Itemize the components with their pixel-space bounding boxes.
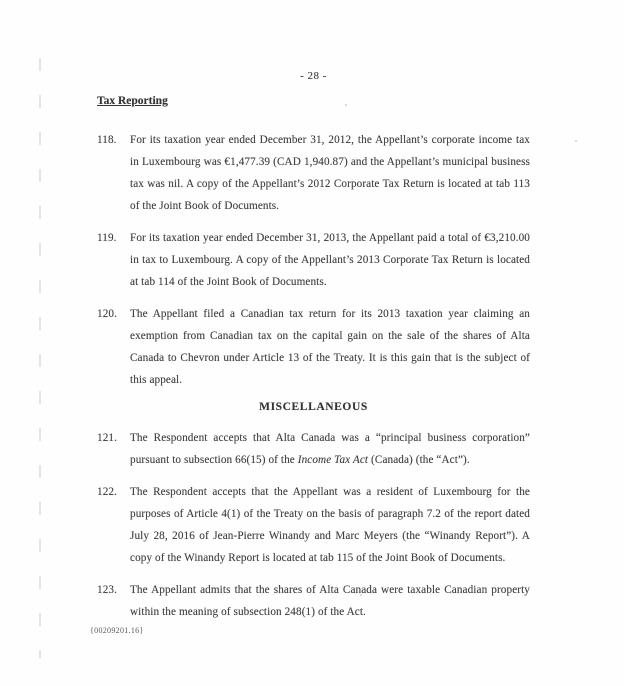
- paragraph-text: [130, 427, 530, 471]
- paragraph-119: [97, 227, 530, 293]
- paragraph-text-segment: The Respondent accepts that Alta Canada was a “principal business corporation” pursuant to subsection 66(15) of the: [130, 432, 530, 466]
- paragraph-number: 123.: [97, 584, 117, 596]
- paragraph-text: The Respondent accepts that the Appellant was a resident of Luxembourg for the purposes of Article 4(1) of the Treaty on the basis of paragraph 7.2 of the report dated July 28, 2016 of Jean-Pierre Winandy and Marc Meyers (the “Winandy Report”). A copy of the Winandy Report is located at tab 115 of the Joint Book of Documents.: [130, 486, 530, 564]
- paragraph-text: The Appellant filed a Canadian tax return for its 2013 taxation year claiming an exemption from Canadian tax on the capital gain on the sale of the shares of Alta Canada to Chevron under Article 13 of the Treaty. It is this gain that is the subject of this appeal.: [130, 308, 530, 386]
- paragraph-118: [97, 129, 530, 217]
- scan-artifact-left-edge: [39, 58, 41, 658]
- paragraph-text: For its taxation year ended December 31, 2013, the Appellant paid a total of €3,210.00 in tax to Luxembourg. A copy of the Appellant’s 2013 Corporate Tax Return is located at tab 114 of the Joint Book of Documents.: [130, 232, 530, 288]
- paragraph-121: [97, 427, 530, 471]
- paragraph-number: 122.: [97, 486, 117, 498]
- document-id-footer: {00209201.16}: [90, 626, 144, 635]
- paragraph-122: [97, 481, 530, 569]
- page-number: - 28 -: [300, 70, 327, 82]
- scan-noise-speck: [575, 140, 577, 142]
- page-content: [97, 70, 530, 633]
- section-heading-miscellaneous: MISCELLANEOUS: [259, 401, 368, 413]
- statute-name-italic: Income Tax Act: [297, 454, 369, 466]
- paragraph-text: For its taxation year ended December 31, 2012, the Appellant’s corporate income tax in Luxembourg was €1,477.39 (CAD 1,940.87) and the Appellant’s municipal business tax was nil. A copy of the Appellant’s 2012 Corporate Tax Return is located at tab 113 of the Joint Book of Documents.: [130, 134, 530, 212]
- paragraph-number: 121.: [97, 432, 117, 444]
- paragraph-text: The Appellant admits that the shares of Alta Canada were taxable Canadian property within the meaning of subsection 248(1) of the Act.: [130, 584, 530, 618]
- paragraph-text-segment: (Canada) (the “Act”).: [368, 454, 470, 466]
- paragraph-number: 120.: [97, 308, 117, 320]
- paragraph-number: 118.: [97, 134, 117, 146]
- paragraph-number: 119.: [97, 232, 117, 244]
- paragraph-120: [97, 303, 530, 391]
- section-heading-tax-reporting: Tax Reporting: [97, 95, 168, 107]
- paragraph-123: [97, 579, 530, 623]
